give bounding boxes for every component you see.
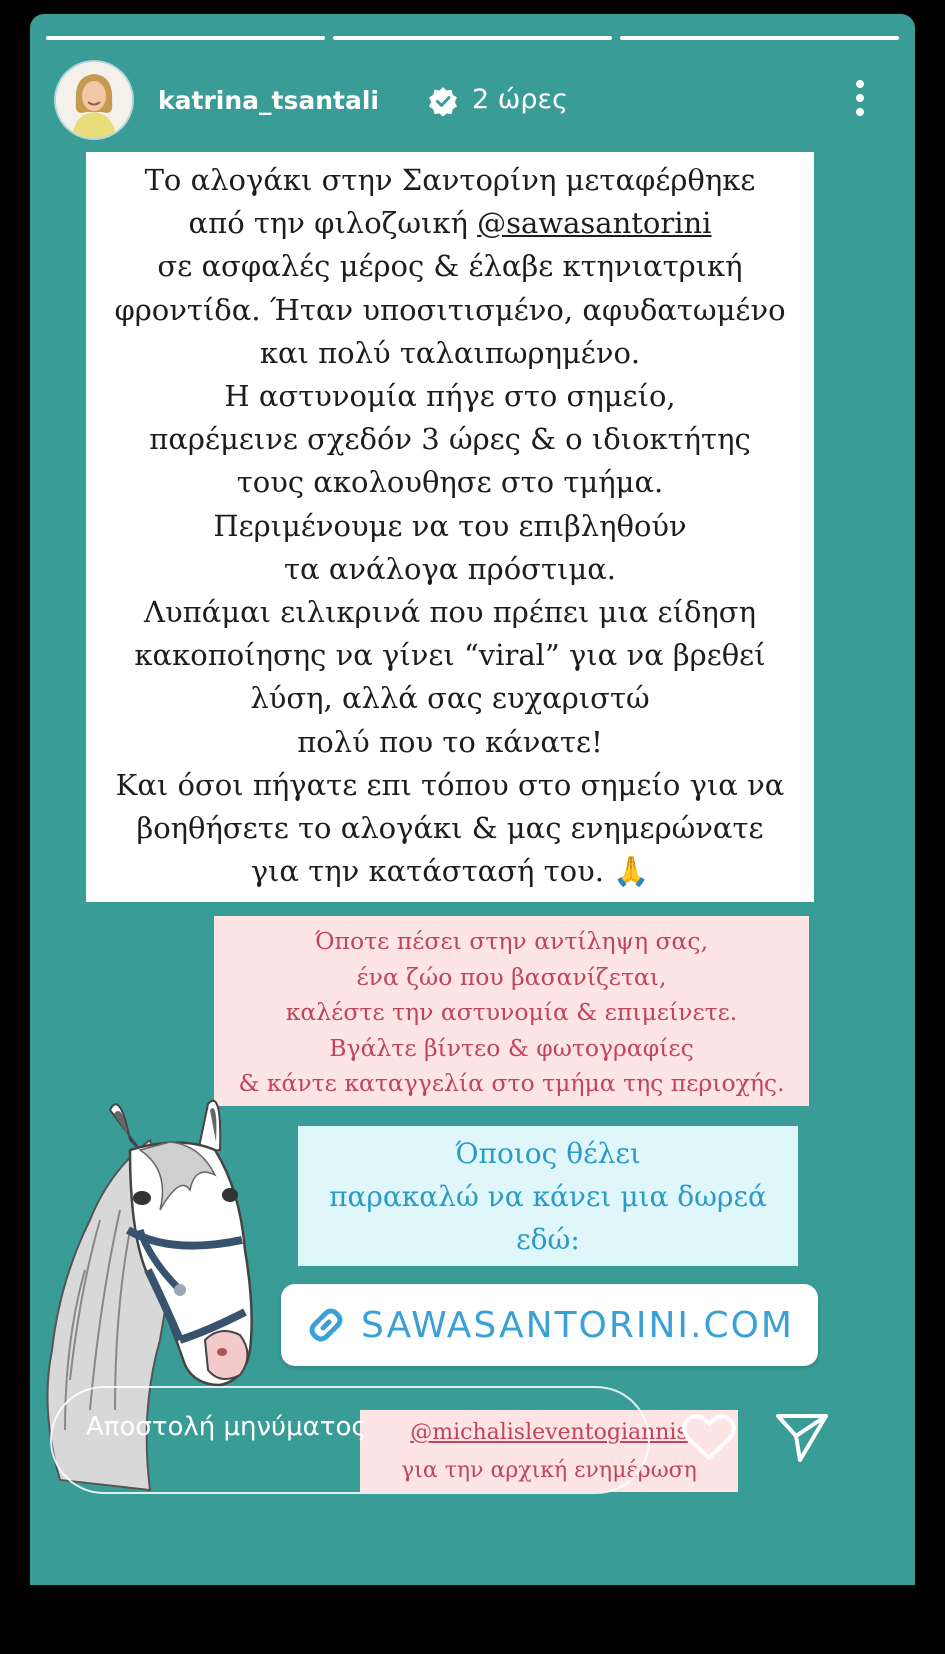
send-icon[interactable]: [774, 1410, 830, 1464]
more-icon[interactable]: [855, 80, 865, 120]
username[interactable]: katrina_tsantali: [158, 86, 379, 115]
advice-line-3: καλέστε την αστυνομία & επιμείνετε.: [285, 998, 738, 1026]
main-line-17: για την κατάστασή του. 🙏: [250, 854, 650, 889]
bottom-black-bar: [0, 1585, 945, 1654]
main-line-8: τους ακολουθησε στο τμήμα.: [236, 465, 664, 500]
donation-line-2: παρακαλώ να κάνει μια δωρεά: [329, 1180, 767, 1213]
main-line-12: κακοποίησης να γίνει “viral” για να βρεθεί: [134, 638, 766, 673]
main-line-5: και πολύ ταλαιπωρημένο.: [259, 335, 641, 370]
story-header: [56, 62, 895, 134]
progress-segment-1: [46, 36, 325, 40]
advice-line-2: ένα ζώο που βασανίζεται,: [356, 962, 667, 991]
main-line-16: βοηθήσετε το αλογάκι & μας ενημερώνατε: [136, 811, 764, 846]
main-line-11: Λυπάμαι ειλικρινά που πρέπει μια είδηση: [144, 595, 756, 630]
donation-line-3: εδώ:: [516, 1223, 580, 1256]
advice-line-5: & κάντε καταγγελία στο τμήμα της περιοχής.: [238, 1069, 785, 1097]
heart-icon[interactable]: [682, 1412, 736, 1462]
main-line-2: [86, 202, 814, 245]
mention-caption: για την αρχική ενημέρωση: [401, 1458, 697, 1483]
main-line-4: φροντίδα. Ήταν υποσιτισμένο, αφυδατωμένο: [114, 292, 786, 327]
main-line-2-text: από την φιλοζωική: [188, 206, 468, 241]
advice-line-1: Όποτε πέσει στην αντίληψη σας,: [314, 927, 709, 955]
michalisleventogiannis-mention[interactable]: @michalisleventogiannis: [410, 1420, 688, 1445]
post-time: 2 ώρες: [472, 84, 568, 115]
link-sticker-text: SAWASANTORINI.COM: [361, 1304, 794, 1346]
reply-placeholder: Αποστολή μηνύματος: [86, 1412, 367, 1442]
main-line-1: Το αλογάκι στην Σαντορίνη μεταφέρθηκε: [144, 163, 756, 197]
main-line-14: πολύ που το κάνατε!: [297, 724, 603, 759]
main-line-3: σε ασφαλές μέρος & έλαβε κτηνιατρική: [157, 249, 743, 284]
main-line-15: Και όσοι πήγατε επι τόπου στο σημείο για να: [115, 767, 785, 802]
main-line-7: παρέμεινε σχεδόν 3 ώρες & ο ιδιοκτήτης: [149, 422, 751, 457]
main-text-card: [86, 152, 814, 902]
story-frame: [30, 14, 915, 1614]
main-line-13: λύση, αλλά σας ευχαριστώ: [250, 681, 650, 716]
link-sticker[interactable]: [281, 1284, 818, 1366]
main-line-10: τα ανάλογα πρόστιμα.: [283, 551, 617, 586]
sawasantorini-mention[interactable]: @sawasantorini: [477, 206, 712, 241]
main-line-9: Περιμένουμε να του επιβληθούν: [213, 508, 687, 543]
link-icon: [305, 1304, 347, 1346]
story-progress-bar: [46, 36, 899, 40]
progress-segment-2: [333, 36, 612, 40]
avatar[interactable]: [56, 62, 132, 138]
progress-segment-3: [620, 36, 899, 40]
donation-line-1: Όποιος θέλει: [455, 1137, 641, 1170]
verified-badge-icon: [428, 86, 458, 116]
advice-card: [214, 916, 809, 1106]
donation-card: [298, 1126, 798, 1266]
main-line-6: Η αστυνομία πήγε στο σημείο,: [224, 379, 676, 414]
advice-line-4: Βγάλτε βίντεο & φωτογραφίες: [329, 1033, 694, 1062]
